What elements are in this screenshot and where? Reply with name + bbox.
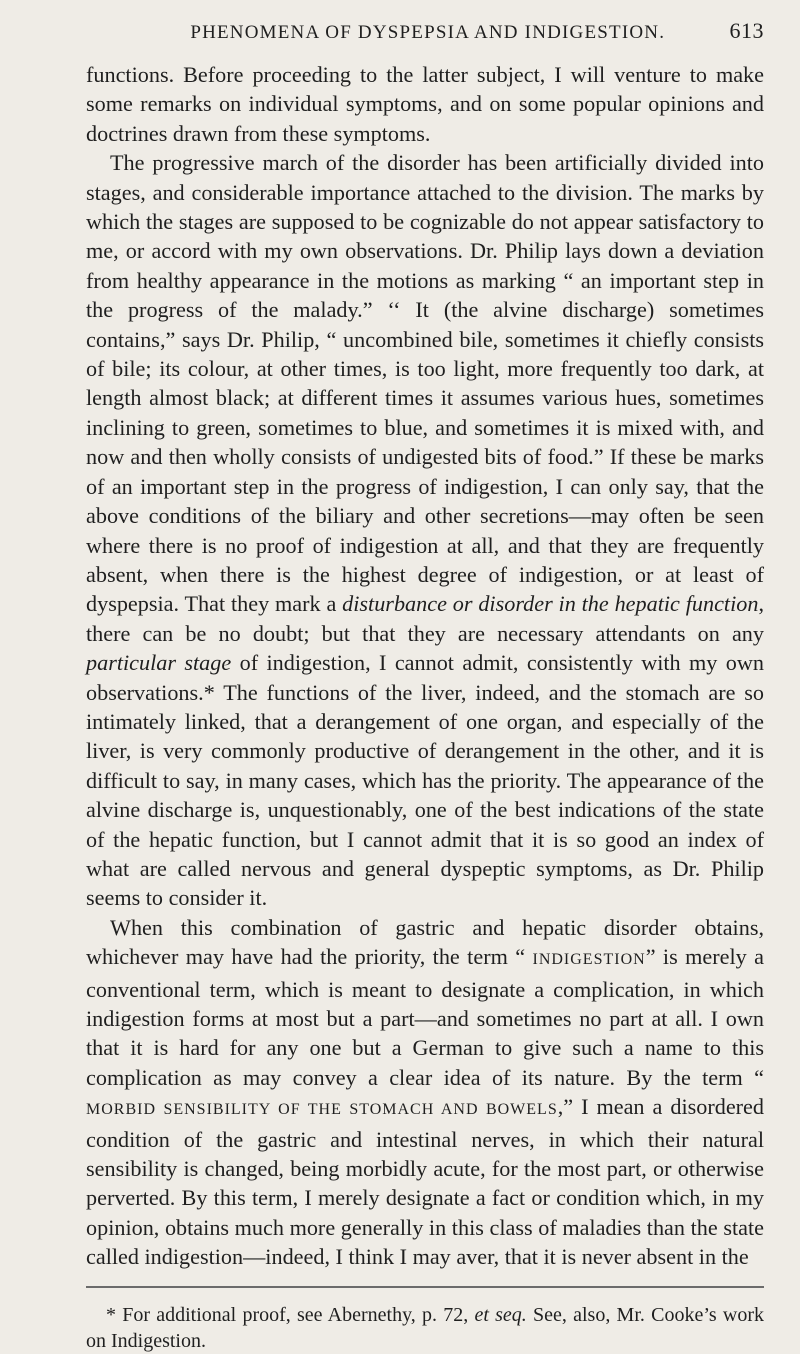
footnote-et-seq: et seq. bbox=[474, 1303, 527, 1326]
footnote-text-a: * For additional proof, see Abernethy, p. 72, bbox=[106, 1303, 475, 1326]
footnote-rule bbox=[86, 1286, 764, 1288]
paragraph-stages-text-c: of indigestion, I cannot admit, consistently with my own observations.* The functions of the liver, indeed, and the stomach are so intimately linked, that a derangement of one organ, and especially of the liver, is very commonly productive of derangement in the other, and it is difficult to say, in many cases, which has the priority. The appearance of the alvine discharge is, unquestionably, one of the best indications of the state of the hepatic function, but I cannot admit that it is so good an index of what are called nervous and general dyspeptic symptoms, as Dr. Philip seems to consider it. bbox=[86, 650, 764, 911]
smallcaps-morbid-sensibility: MORBID SENSIBILITY OF THE STOMACH AND BOWELS bbox=[86, 1101, 558, 1119]
paragraph-combination-text-a: When this combination of gastric and hepatic disorder obtains, whichever may have had the priority, the term “ bbox=[86, 914, 764, 970]
footnote bbox=[86, 1302, 764, 1354]
footnote-text-b: See, also, Mr. Cooke’s work on Indigestion. bbox=[86, 1303, 765, 1352]
paragraph-stages-text-a: The progressive march of the disorder has been artificially divided into stages, and considerable importance attached to the division. The marks by which the stages are supposed to be cognizable do not appear satisfactory to me, or accord with my own observations. Dr. Philip lays down a deviation from healthy appearance in the motions as marking “ an important step in the progress of the malady.” ‘‘ It (the alvine discharge) sometimes contains,” says Dr. Philip, “ uncombined bile, sometimes it chiefly consists of bile; its colour, at other times, is too light, more frequently too dark, at length almost black; at different times it assumes various hues, sometimes inclining to green, sometimes to blue, and sometimes it is mixed with, and now and then wholly consists of undigested bits of food.” If these be marks of an important step in the progress of indigestion, I can only say, that the above conditions of the biliary and other secretions—may often be seen where there is no proof of indigestion at all, and that they are frequently absent, when there is the highest degree of indigestion, or at least of dyspepsia. That they mark a bbox=[86, 150, 764, 617]
paragraph-combination-text-c: ,” I mean a disordered condition of the gastric and intestinal nerves, in which their natural sensibility is changed, being morbidly acute, for the most part, or otherwise perverted. By this term, I merely designate a fact or condition which, in my opinion, obtains much more generally in this class of maladies than the state called indigestion—indeed, I think I may aver, that it is never absent in the bbox=[86, 1094, 765, 1270]
paragraph-combination-text-b: ” is merely a conventional term, which is meant to designate a complication, in which indigestion forms at most but a part—and sometimes no part at all. I own that it is hard for any one but a German to give such a name to this complication as may convey a clear idea of its nature. By the term “ bbox=[86, 944, 764, 1090]
paragraph-combination bbox=[86, 913, 764, 1272]
body-text bbox=[86, 60, 764, 1272]
smallcaps-indigestion: INDIGESTION bbox=[532, 951, 646, 969]
paragraph-stages-text-b: , there can be no doubt; but that they are necessary attendants on any bbox=[86, 591, 764, 646]
emphasis-hepatic-disorder: disturbance or disorder in the hepatic function bbox=[342, 591, 759, 617]
paragraph-continuation: functions. Before proceeding to the latter subject, I will venture to make some remarks on individual symptoms, and on some popular opinions and doctrines drawn from these symptoms. bbox=[86, 62, 764, 146]
running-title: PHENOMENA OF DYSPEPSIA AND INDIGESTION. bbox=[190, 22, 666, 43]
book-page bbox=[86, 18, 764, 1354]
running-head bbox=[86, 18, 764, 60]
emphasis-particular-stage: particular stage bbox=[86, 650, 232, 676]
page-number: 613 bbox=[729, 18, 764, 43]
paragraph-stages bbox=[86, 148, 764, 913]
footnote-text bbox=[86, 1302, 764, 1354]
